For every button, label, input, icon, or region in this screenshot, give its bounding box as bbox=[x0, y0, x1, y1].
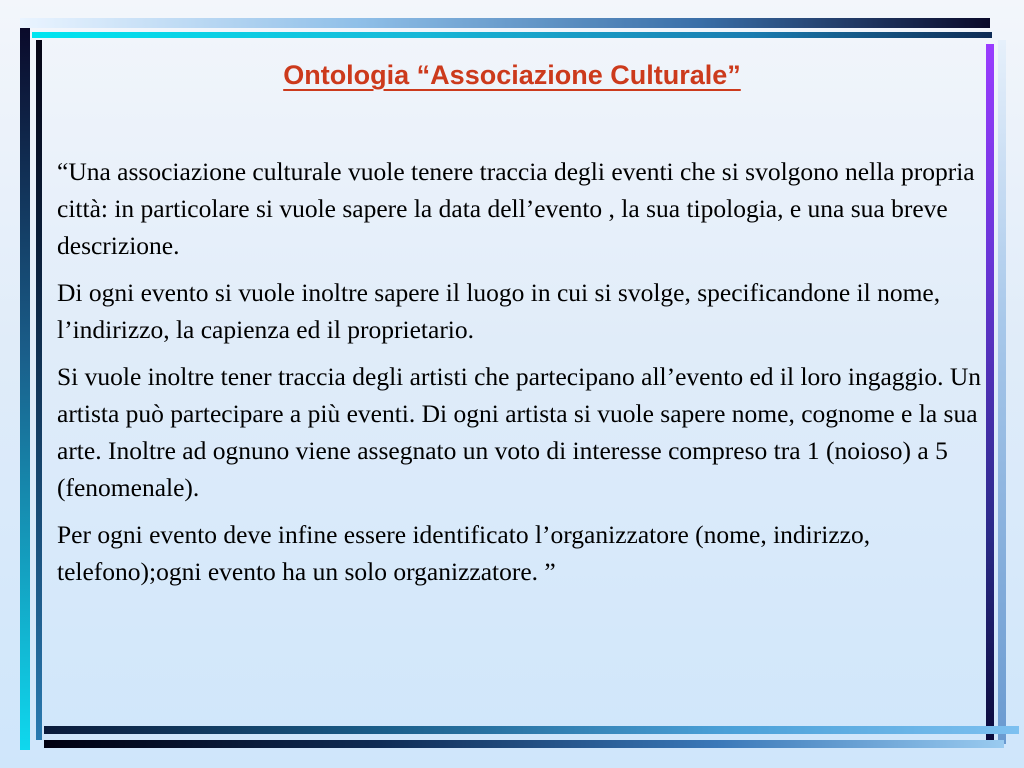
slide-body bbox=[57, 154, 987, 601]
frame-bar-bottom-inner bbox=[44, 726, 1019, 734]
paragraph-organizer: Per ogni evento deve infine essere identificato l’organizzatore (nome, indirizzo, telefono);ogni evento ha un solo organizzatore. ” bbox=[57, 519, 871, 586]
paragraph-artists: Si vuole inoltre tener traccia degli artisti che partecipano all’evento ed il loro ingaggio. Un artista può partecipare a più eventi. Di ogni artista si vuole sapere nome, cognome e la sua arte. Inoltre ad ognuno viene assegnato un voto di interesse compreso tra 1 (noioso) a 5 (fenomenale). bbox=[57, 361, 982, 502]
slide-title: Ontologia “Associazione Culturale” bbox=[283, 60, 741, 90]
frame-bar-right-inner bbox=[986, 44, 994, 744]
paragraph-venue: Di ogni evento si vuole inoltre sapere il luogo in cui si svolge, specificandone il nome, l’indirizzo, la capienza ed il proprietario. bbox=[57, 277, 941, 344]
frame-bar-right-outer bbox=[998, 40, 1006, 744]
paragraph-events: “Una associazione culturale vuole tenere traccia degli eventi che si svolgono nella propria città: in particolare si vuole sapere la data dell’evento , la sua tipologia, e una sua breve descrizione. bbox=[57, 157, 975, 260]
frame-bar-top-outer bbox=[20, 18, 990, 28]
frame-bar-left-inner bbox=[36, 40, 42, 740]
frame-bar-top-inner bbox=[32, 32, 992, 38]
frame-bar-left-outer bbox=[20, 28, 30, 750]
frame-bar-bottom-outer bbox=[44, 740, 1004, 748]
